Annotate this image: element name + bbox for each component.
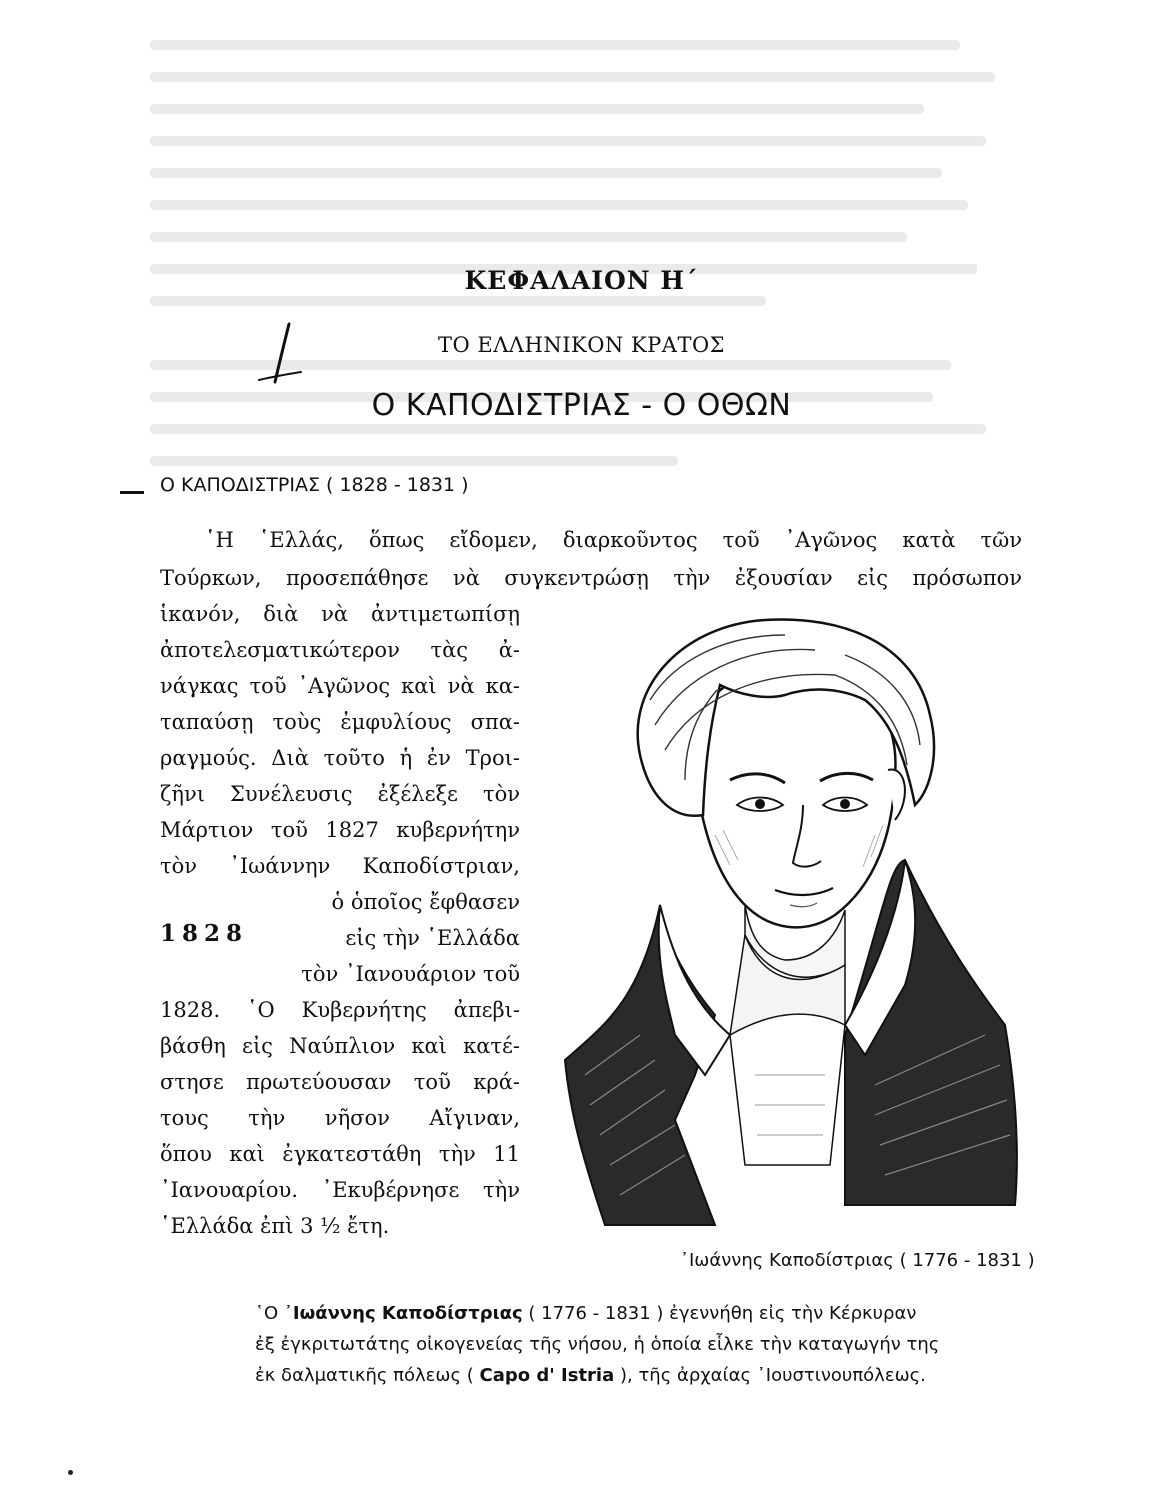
body-line: ῾Η ῾Ελλάς, ὅπως εἴδομεν, διαρκοῦντος τοῦ ᾿Αγῶνος κατὰ τῶν [205,528,1022,552]
era-title: Ο ΚΑΠΟΔΙΣΤΡΙΑΣ - Ο ΟΘΩΝ [371,388,792,423]
chapter-subtitle: ΤΟ ΕΛΛΗΝΙΚΟΝ ΚΡΑΤΟΣ [437,333,726,357]
body-line: ζῆνι Συνέλευσις ἐξέλεξε τὸν [160,782,520,806]
body-line: Μάρτιον τοῦ 1827 κυβερνήτην [160,818,520,842]
body-line: ταπαύσῃ τοὺς ἐμφυλίους σπα- [160,710,520,734]
pen-mark-icon [255,320,305,390]
chapter-title: ΚΕΦΑΛΑΙΟΝ Η΄ [464,266,699,295]
body-line: ραγμούς. Διὰ τοῦτο ἡ ἐν Τροι- [160,746,520,770]
body-line: νάγκας τοῦ ᾿Αγῶνος καὶ νὰ κα- [160,674,520,698]
bio-line [255,1365,926,1386]
body-line: 1828. ῾Ο Κυβερνήτης ἀπεβι- [160,998,520,1022]
body-line: ἀποτελεσματικώτερον τὰς ἀ- [160,638,520,662]
bio-text: ἐκ δαλματικῆς πόλεως ( [255,1365,474,1386]
portrait-caption: ᾿Ιωάννης Καποδίστριας ( 1776 - 1831 ) [680,1250,1035,1271]
body-line: τὸν ᾿Ιωάννην Καποδίστριαν, [160,854,520,878]
body-line: στησε πρωτεύουσαν τοῦ κρά- [160,1070,520,1094]
bio-text: ), τῆς ἀρχαίας ᾿Ιουστινουπόλεως. [619,1365,926,1386]
bio-latin-name: Capo d' Istria [479,1365,615,1386]
body-line: Τούρκων, προσεπάθησε νὰ συγκεντρώσῃ τὴν ἐξουσίαν εἰς πρόσωπον [160,566,1022,590]
bio-dates: ( 1776 - 1831 ) ἐγεννήθη εἰς τὴν Κέρκυραν [528,1303,917,1324]
body-line: βάσθη εἰς Ναύπλιον καὶ κατέ- [160,1034,520,1058]
body-line: εἰς τὴν ῾Ελλάδα [345,926,520,950]
body-line: τὸν ᾿Ιανουάριον τοῦ [301,962,520,986]
body-line: ᾿Ιανουαρίου. ᾿Εκυβέρνησε τὴν [160,1178,520,1202]
portrait-illustration [545,605,1040,1235]
bio-line: ἐξ ἐγκριτωτάτης οἰκογενείας τῆς νήσου, ἡ ὁποία εἷλκε τὴν καταγωγήν της [255,1334,940,1355]
bio-prefix: ῾Ο [255,1303,279,1324]
body-line: ῾Ελλάδα ἐπὶ 3 ½ ἔτη. [160,1214,390,1238]
body-line: τους τὴν νῆσον Αἴγιναν, [160,1106,520,1130]
body-line: ὁ ὁποῖος ἔφθασεν [331,890,520,914]
body-line: ὅπου καὶ ἐγκατεστάθη τὴν 11 [160,1142,520,1166]
body-line: ἱκανόν, διὰ νὰ ἀντιμετωπίσῃ [160,602,520,626]
bio-person-name: ᾿Ιωάννης Καποδίστριας [283,1303,523,1324]
section-heading: Ο ΚΑΠΟΔΙΣΤΡΙΑΣ ( 1828 - 1831 ) [160,474,469,496]
section-dash [120,491,144,494]
print-speck [68,1470,73,1475]
bio-line [255,1303,916,1324]
margin-year: 1828 [160,920,249,947]
